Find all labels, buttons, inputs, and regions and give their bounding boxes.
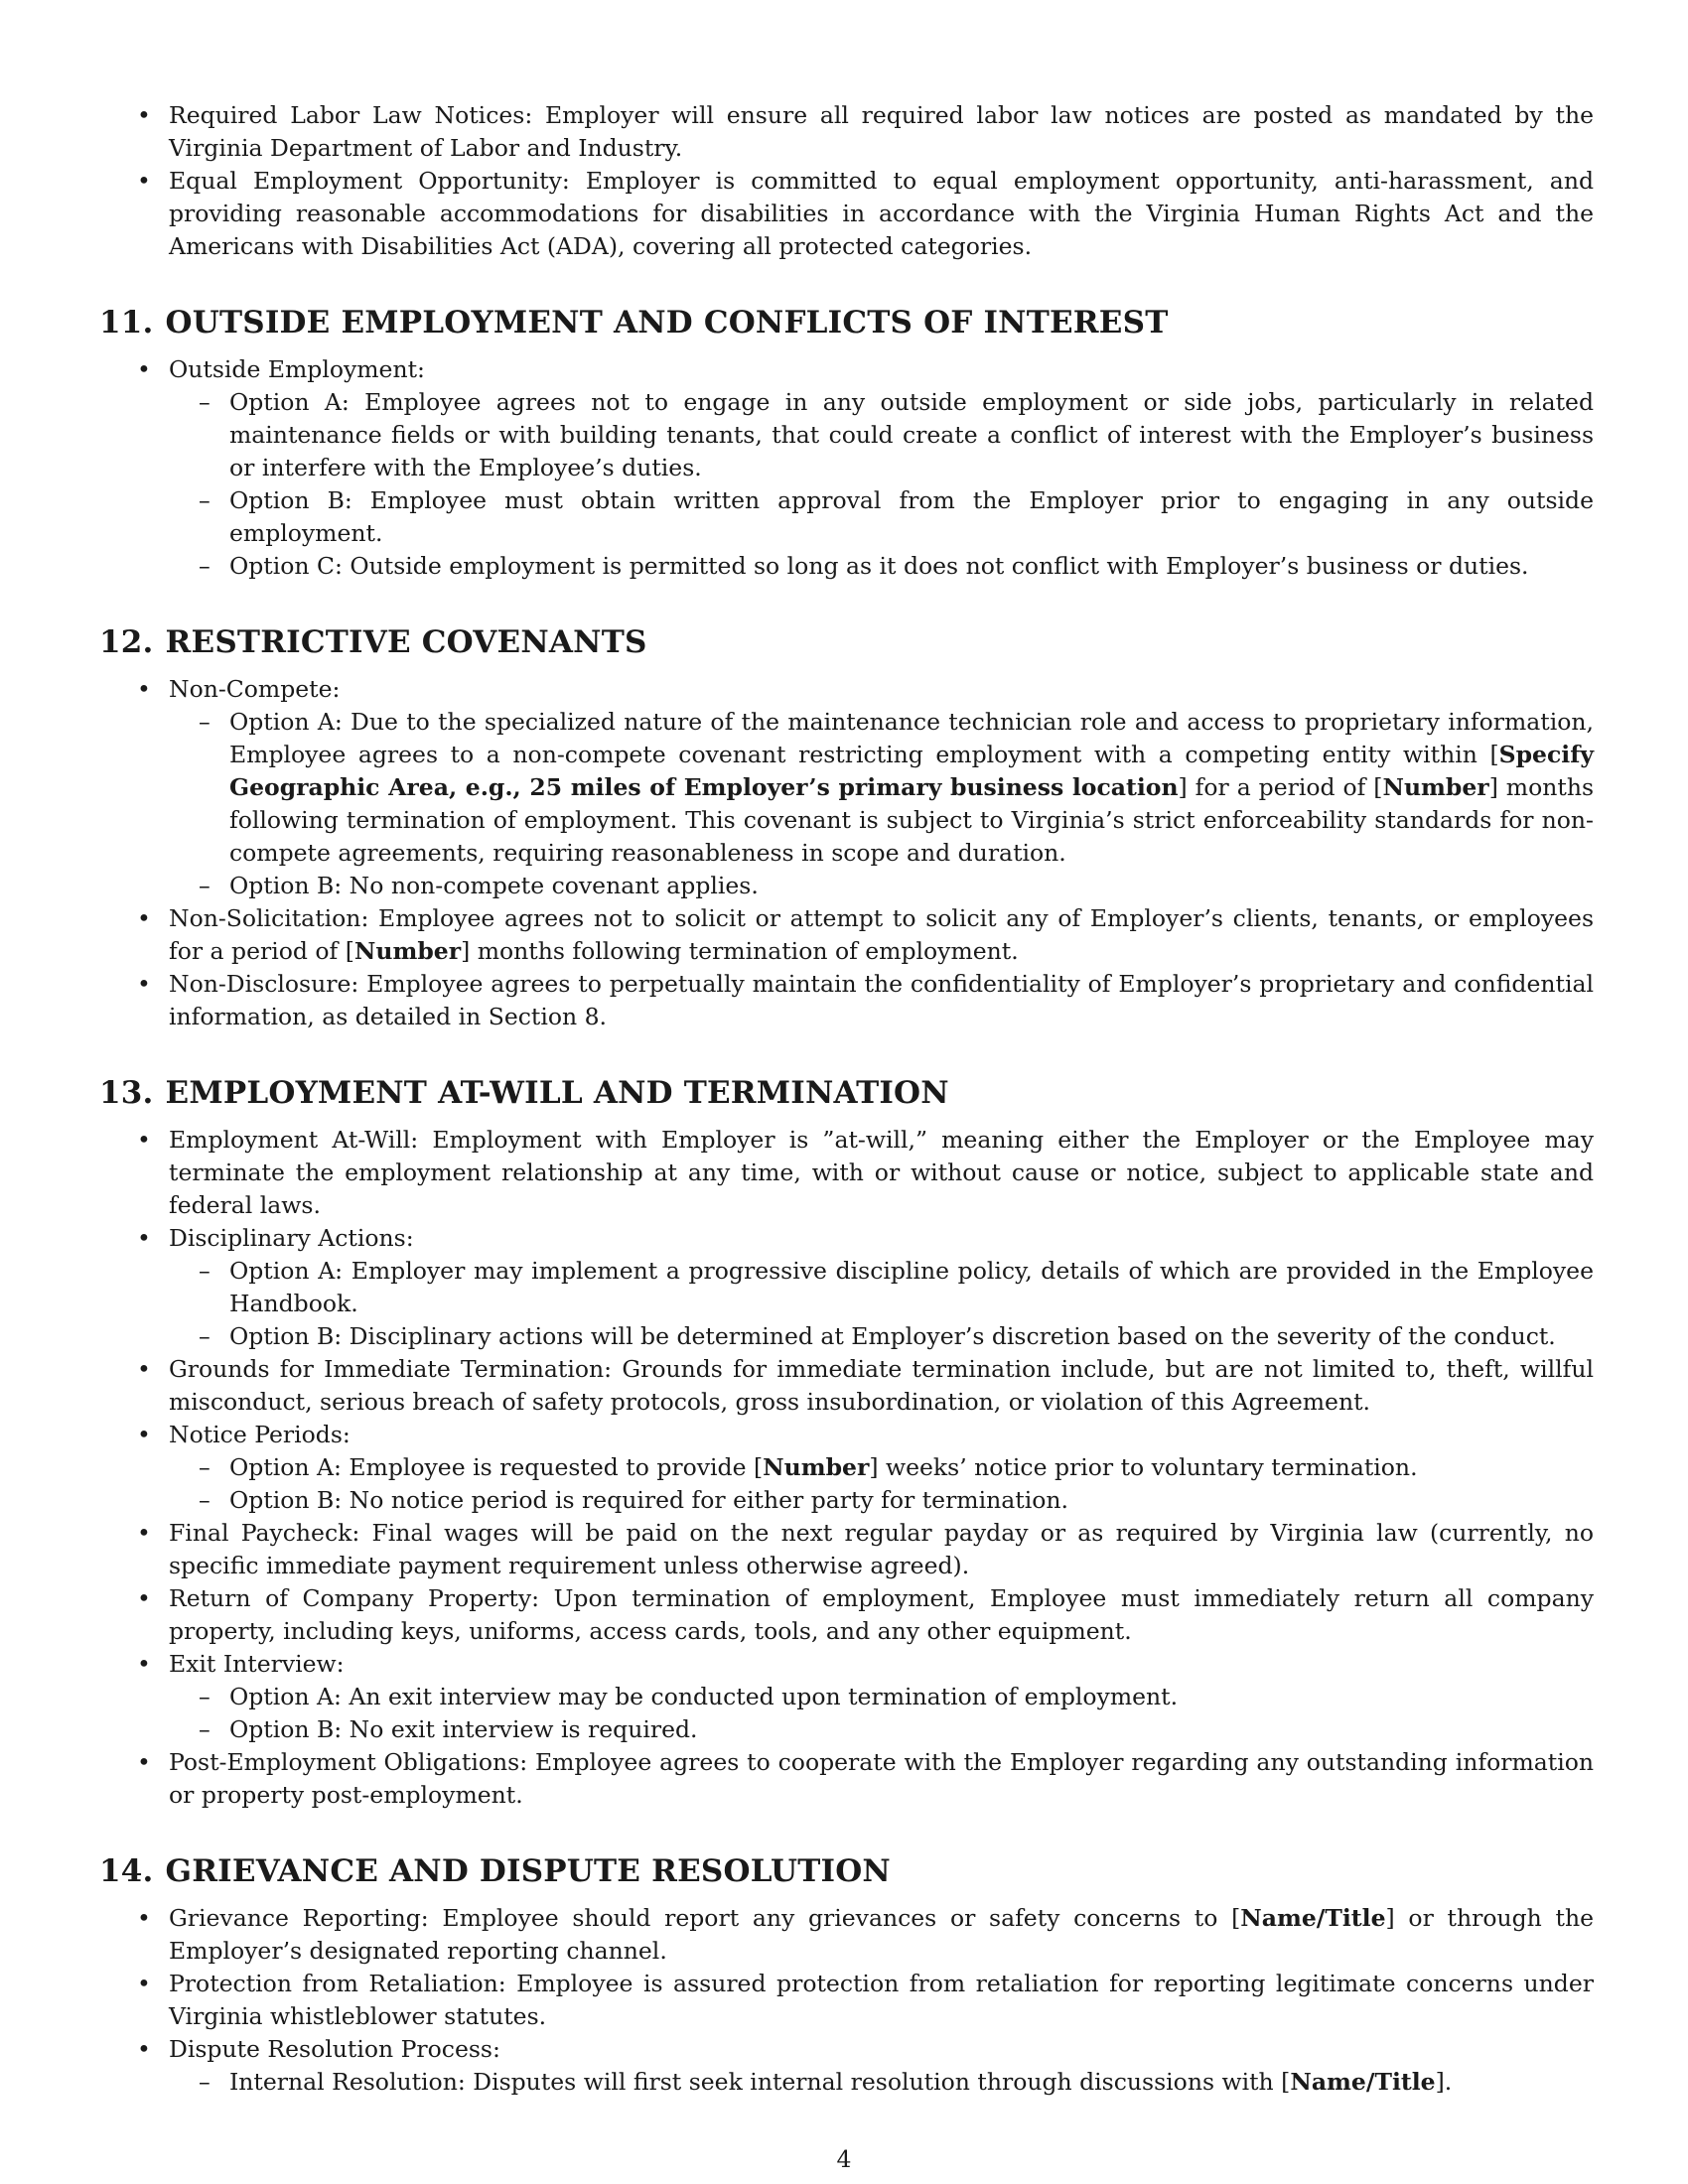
text-run: ] months following termination of employment. This covenant is subject to Virginia’s strict enforceability standards for non-compete agreements, requiring reasonableness in scope and duration. bbox=[229, 773, 1595, 867]
placeholder-field: Number bbox=[1382, 773, 1489, 801]
list-item bbox=[99, 99, 1594, 165]
section-11-list bbox=[99, 353, 1594, 583]
at-will-text: Employment At-Will: Employment with Employer is ”at-will,” meaning either the Employer or the Employee may terminate the employment relationship at any time, with or without cause or notice, subject to applicable state and federal laws. bbox=[169, 1126, 1594, 1219]
section-14-heading bbox=[99, 1851, 1594, 1891]
option-a-text: Option A: Employer may implement a progressive discipline policy, details of which are provided in the Employee Handbook. bbox=[229, 1257, 1594, 1317]
placeholder-field: Specify Geographic Area, e.g., 25 miles of Employer’s primary business location bbox=[229, 741, 1594, 801]
text-run: Grievance Reporting: Employee should report any grievances or safety concerns to [ bbox=[169, 1904, 1241, 1932]
option-list bbox=[169, 1451, 1594, 1517]
disciplinary-label: Disciplinary Actions: bbox=[169, 1224, 414, 1252]
dispute-label: Dispute Resolution Process: bbox=[169, 2035, 500, 2063]
text-run: ] or through the Employer’s designated reporting channel. bbox=[169, 1904, 1594, 1965]
option-item bbox=[169, 1484, 1594, 1517]
option-item bbox=[169, 484, 1594, 550]
option-item bbox=[169, 1681, 1594, 1713]
text-run: Option A: Due to the specialized nature of the maintenance technician role and access to proprietary information, Employee agrees to a non-compete covenant restricting employment with a competing entity within [ bbox=[229, 708, 1594, 768]
page-number: 4 bbox=[836, 2145, 852, 2173]
section-title: RESTRICTIVE COVENANTS bbox=[165, 624, 647, 660]
option-a-text: Option A: An exit interview may be conducted upon termination of employment. bbox=[229, 1683, 1179, 1710]
text-run: Option A: Employee is requested to provide [ bbox=[229, 1453, 764, 1481]
option-item bbox=[169, 1713, 1594, 1746]
option-item bbox=[169, 870, 1594, 902]
retaliation-text: Protection from Retaliation: Employee is assured protection from retaliation for reporting legitimate concerns under Virginia whistleblower statutes. bbox=[169, 1970, 1594, 2030]
option-b-text: Option B: No non-compete covenant applies. bbox=[229, 872, 759, 899]
outside-employment-label: Outside Employment: bbox=[169, 355, 425, 383]
option-list bbox=[169, 1255, 1594, 1353]
exit-interview-label: Exit Interview: bbox=[169, 1650, 345, 1678]
option-a-text: Option A: Employee agrees not to engage in any outside employment or side jobs, particularly in related maintenance fields or with building tenants, that could create a conflict of interest with the Employer’s business or interfere with the Employee’s duties. bbox=[229, 388, 1594, 481]
option-b-text: Option B: No notice period is required for either party for termination. bbox=[229, 1486, 1068, 1514]
post-employment-text: Post-Employment Obligations: Employee agrees to cooperate with the Employer regarding any outstanding information or property post-employment. bbox=[169, 1748, 1594, 1809]
list-item bbox=[99, 1419, 1594, 1517]
section-number: 12. bbox=[99, 624, 154, 660]
non-compete-label: Non-Compete: bbox=[169, 675, 341, 703]
option-item bbox=[169, 1320, 1594, 1353]
option-b-text: Option B: Employee must obtain written approval from the Employer prior to engaging in any outside employment. bbox=[229, 486, 1594, 547]
section-number: 13. bbox=[99, 1075, 154, 1111]
list-item bbox=[99, 353, 1594, 583]
section-12-list bbox=[99, 673, 1594, 1033]
placeholder-field: Number bbox=[763, 1453, 870, 1481]
text-run: ] weeks’ notice prior to voluntary termination. bbox=[869, 1453, 1418, 1481]
text-run: ] months following termination of employment. bbox=[461, 937, 1019, 965]
section-title: EMPLOYMENT AT-WILL AND TERMINATION bbox=[165, 1075, 949, 1111]
option-item bbox=[169, 550, 1594, 583]
section-14-list bbox=[99, 1902, 1594, 2099]
document-page bbox=[99, 99, 1594, 2099]
option-list bbox=[169, 706, 1594, 902]
placeholder-field: Name/Title bbox=[1240, 1904, 1386, 1932]
list-item bbox=[99, 1968, 1594, 2033]
return-property-text: Return of Company Property: Upon termination of employment, Employee must immediately return all company property, including keys, uniforms, access cards, tools, and any other equipment. bbox=[169, 1584, 1594, 1645]
list-item bbox=[99, 1124, 1594, 1222]
grounds-text: Grounds for Immediate Termination: Grounds for immediate termination include, but are not limited to, theft, willful misconduct, serious breach of safety protocols, gross insubordination, or violation of this Agreement. bbox=[169, 1355, 1594, 1416]
section-title: OUTSIDE EMPLOYMENT AND CONFLICTS OF INTEREST bbox=[165, 305, 1169, 341]
option-item bbox=[169, 1255, 1594, 1320]
list-item bbox=[99, 1902, 1594, 1968]
list-item bbox=[99, 1582, 1594, 1648]
list-item bbox=[99, 1353, 1594, 1419]
option-item bbox=[169, 1451, 1594, 1484]
notice-label: Notice Periods: bbox=[169, 1421, 351, 1448]
final-paycheck-text: Final Paycheck: Final wages will be paid on the next regular payday or as required by Virginia law (currently, no specific immediate payment requirement unless otherwise agreed). bbox=[169, 1519, 1594, 1579]
list-item bbox=[99, 2033, 1594, 2099]
intro-list bbox=[99, 99, 1594, 263]
list-item bbox=[99, 1222, 1594, 1353]
option-list bbox=[169, 1681, 1594, 1746]
section-13-heading bbox=[99, 1073, 1594, 1113]
option-item bbox=[169, 386, 1594, 484]
list-item bbox=[99, 1746, 1594, 1812]
option-b-text: Option B: Disciplinary actions will be determined at Employer’s discretion based on the severity of the conduct. bbox=[229, 1322, 1556, 1350]
list-item bbox=[99, 1648, 1594, 1746]
section-13-list bbox=[99, 1124, 1594, 1812]
option-item bbox=[169, 2066, 1594, 2099]
eeo-text: Equal Employment Opportunity: Employer is committed to equal employment opportunity, anti-harassment, and providing reasonable accommodations for disabilities in accordance with the Virginia Human Rights Act and the Americans with Disabilities Act (ADA), covering all protected categories. bbox=[169, 167, 1594, 260]
list-item bbox=[99, 673, 1594, 902]
text-run: ]. bbox=[1435, 2068, 1453, 2096]
text-run: Non-Solicitation: Employee agrees not to solicit or attempt to solicit any of Employer’s clients, tenants, or employees for a period of [ bbox=[169, 904, 1594, 965]
option-c-text: Option C: Outside employment is permitted so long as it does not conflict with Employer’s business or duties. bbox=[229, 552, 1529, 580]
placeholder-field: Name/Title bbox=[1290, 2068, 1436, 2096]
option-b-text: Option B: No exit interview is required. bbox=[229, 1715, 698, 1743]
section-12-heading bbox=[99, 622, 1594, 662]
list-item bbox=[99, 968, 1594, 1033]
section-number: 11. bbox=[99, 305, 154, 341]
section-number: 14. bbox=[99, 1853, 154, 1889]
option-list bbox=[169, 386, 1594, 583]
non-disclosure-text: Non-Disclosure: Employee agrees to perpetually maintain the confidentiality of Employer’s proprietary and confidential information, as detailed in Section 8. bbox=[169, 970, 1594, 1030]
list-item bbox=[99, 1517, 1594, 1582]
option-list bbox=[169, 2066, 1594, 2099]
list-item bbox=[99, 902, 1594, 968]
text-run: ] for a period of [ bbox=[1178, 773, 1383, 801]
section-11-heading bbox=[99, 303, 1594, 342]
labor-notices-text: Required Labor Law Notices: Employer will ensure all required labor law notices are posted as mandated by the Virginia Department of Labor and Industry. bbox=[169, 101, 1594, 162]
text-run: Internal Resolution: Disputes will first seek internal resolution through discussions with [ bbox=[229, 2068, 1291, 2096]
placeholder-field: Number bbox=[353, 937, 462, 965]
section-title: GRIEVANCE AND DISPUTE RESOLUTION bbox=[165, 1853, 891, 1889]
list-item bbox=[99, 165, 1594, 263]
option-item bbox=[169, 706, 1594, 870]
